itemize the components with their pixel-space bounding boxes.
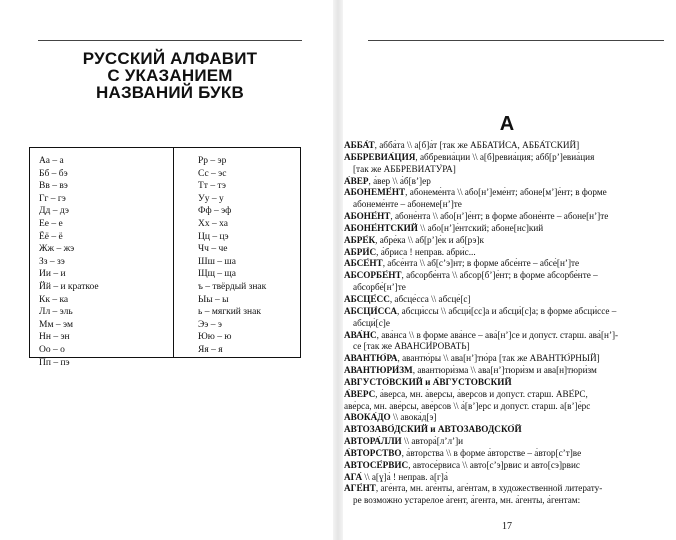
dictionary-entry bbox=[344, 199, 666, 211]
alphabet-row: Шш – ша bbox=[198, 256, 236, 267]
alphabet-row: Щщ – ща bbox=[198, 269, 236, 280]
alphabet-row: Вв – вэ bbox=[39, 181, 68, 192]
dictionary-entry bbox=[344, 341, 666, 353]
entry-headword: АБСОРБЕ́НТ bbox=[344, 270, 402, 281]
title-line: РУССКИЙ АЛФАВИТ bbox=[82, 49, 258, 68]
entry-text: абсци́[с]е bbox=[353, 317, 390, 328]
entry-text: абсорбе́[н’]те bbox=[353, 282, 406, 293]
alphabet-row: Рр – эр bbox=[198, 156, 227, 166]
dictionary-entry bbox=[344, 330, 666, 342]
alphabet-table bbox=[29, 147, 301, 368]
entry-headword: АББРЕВИА́ЦИЯ bbox=[344, 151, 416, 162]
alphabet-row: Ёё – ё bbox=[39, 231, 63, 242]
entry-text: , а́верса, мн. а́версы, а́версов и допуст. старш. АВЕ́РС, bbox=[375, 388, 588, 399]
alphabet-row: Цц – цэ bbox=[198, 231, 229, 242]
dictionary-entry bbox=[344, 247, 666, 259]
entry-headword: АВТОСЕ́РВИС bbox=[344, 459, 409, 470]
dictionary-entry bbox=[344, 211, 666, 223]
title-line: С УКАЗАНИЕМ bbox=[107, 66, 233, 85]
title-line: НАЗВАНИЙ БУКВ bbox=[96, 83, 244, 102]
top-rule bbox=[38, 40, 302, 41]
entry-text: \\ автора́[л’л’]и bbox=[401, 436, 464, 447]
dictionary-entry bbox=[344, 164, 666, 176]
dictionary-entry bbox=[344, 223, 666, 235]
alphabet-row: Бб – бэ bbox=[39, 168, 68, 179]
alphabet-column-right bbox=[198, 155, 266, 357]
entry-headword: АВТОЗАВО́ДСКИЙ и АВТОЗАВОДСКО́Й bbox=[344, 424, 522, 435]
entry-text: абонеме́нте – абонеме[н’]те bbox=[353, 199, 462, 210]
dictionary-entry bbox=[344, 318, 666, 330]
entry-text: \\ а[ɣ]а́ ! неправ. а[г]а́ bbox=[362, 471, 448, 482]
alphabet-row: Яя – я bbox=[198, 344, 223, 355]
entry-text: , абсце́сса \\ абсце́[с] bbox=[389, 293, 471, 304]
page-number: 17 bbox=[502, 521, 512, 532]
entry-text: , ава́нса \\ в форме ава́нсе – ава́[н’]се и допуст. старш. ава́[н’]- bbox=[376, 329, 619, 340]
alphabet-row: Ии – и bbox=[39, 269, 66, 280]
entry-headword: А́ВЕРС bbox=[344, 388, 376, 399]
alphabet-row: Уу – у bbox=[198, 193, 224, 204]
alphabet-row: Ее – е bbox=[39, 218, 63, 229]
alphabet-row: Зз – зэ bbox=[39, 256, 65, 267]
right-page bbox=[338, 0, 676, 540]
alphabet-row: Йй – и краткое bbox=[39, 281, 99, 292]
entry-text: , аббревиа́ции \\ а[б]ревиа́ция; абб[р’]евиа́ция bbox=[415, 151, 595, 162]
entry-text: , а́бриса ! неправ. абри́с... bbox=[376, 246, 476, 257]
section-letter: А bbox=[499, 113, 515, 135]
alphabet-row: Ээ – э bbox=[198, 319, 222, 330]
dictionary-entries bbox=[344, 140, 666, 507]
entry-headword: АВТОРА́ЛЛИ bbox=[344, 436, 402, 447]
dictionary-entry bbox=[344, 424, 666, 436]
alphabet-column-left bbox=[39, 155, 99, 369]
alphabet-row: Лл – эль bbox=[39, 307, 73, 318]
entry-text: , абсорбе́нта \\ абсор[б’]е́нт; в форме абсорбе́нте – bbox=[401, 270, 598, 281]
dictionary-entry bbox=[344, 176, 666, 188]
entry-headword: А́ВЕР bbox=[344, 175, 369, 186]
dictionary-entry bbox=[344, 258, 666, 270]
entry-headword: АБСЦИ́ССА bbox=[344, 305, 398, 316]
alphabet-row: Хх – ха bbox=[198, 218, 228, 229]
dictionary-entry bbox=[344, 152, 666, 164]
entry-text: , абоне́нта \\ або[н’]е́нт; в форме абоне́нте – абоне[н’]те bbox=[390, 211, 609, 222]
dictionary-entry bbox=[344, 495, 666, 507]
entry-headword: АВГУСТО́ВСКИЙ и А́ВГУСТОВСКИЙ bbox=[344, 376, 512, 387]
entry-text: \\ авока́д[э] bbox=[390, 412, 437, 423]
entry-headword: АВОКА́ДО bbox=[344, 412, 391, 423]
alphabet-row: Сс – эс bbox=[198, 168, 227, 179]
entry-text: , абонеме́нта \\ або[н’]еме́нт; абоне[м’]е́нт; в форме bbox=[405, 187, 607, 198]
entry-headword: АБОНЕ́НТСКИЙ bbox=[344, 222, 418, 233]
entry-text: , абре́ка \\ аб[р’]е́к и аб[рэ]к bbox=[375, 234, 484, 245]
dictionary-entry bbox=[344, 389, 666, 401]
alphabet-row: Гг – гэ bbox=[39, 193, 66, 204]
entry-text: , авантюри́зма \\ ава[н’]тюри́зм и ава[н]тюри́зм bbox=[412, 365, 597, 376]
alphabet-row: Оо – о bbox=[39, 344, 65, 355]
dictionary-entry bbox=[344, 460, 666, 472]
entry-headword: А́ВТОРСТВО bbox=[344, 447, 402, 458]
entry-text: , аге́нта, мн. аге́нты, аге́нтам, в художественной литерату- bbox=[375, 483, 603, 494]
entry-headword: АГЕ́НТ bbox=[344, 483, 376, 494]
dictionary-entry bbox=[344, 377, 666, 389]
entry-headword: АБОНЕМЕ́НТ bbox=[344, 187, 406, 198]
alphabet-row: Юю – ю bbox=[198, 332, 232, 343]
entry-text: , абсци́ссы \\ абсци́[сс]а и абсци́[с]а; в форме абсци́ссе – bbox=[397, 305, 617, 316]
top-rule bbox=[368, 40, 664, 41]
dictionary-entry bbox=[344, 483, 666, 495]
entry-headword: АВАНТЮ́РА bbox=[344, 353, 398, 364]
dictionary-entry bbox=[344, 412, 666, 424]
alphabet-row: Чч – че bbox=[198, 244, 228, 255]
entry-text: , абсе́нта \\ аб[с’э]нт; в форме абсе́нте – абсе́[н’]те bbox=[382, 258, 580, 269]
dictionary-entry bbox=[344, 365, 666, 377]
entry-text: [так же АББРЕВИАТУ́РА] bbox=[353, 163, 456, 174]
dictionary-entry bbox=[344, 306, 666, 318]
entry-text: ре возможно устарелое а́гент, а́гента, мн. а́генты, а́гентам: bbox=[353, 495, 581, 506]
alphabet-row: Дд – дэ bbox=[39, 206, 69, 217]
alphabet-row: Жж – жэ bbox=[39, 244, 75, 255]
alphabet-row: ъ – твёрдый знак bbox=[198, 281, 267, 292]
alphabet-row: Ыы – ы bbox=[198, 294, 229, 305]
dictionary-entry bbox=[344, 282, 666, 294]
entry-text: аве́рса, мн. аве́рсы, аве́рсов \\ а́[в’]ерс и допуст. старш. а[в’]е́рс bbox=[344, 400, 591, 411]
entry-headword: АВАНТЮРИ́ЗМ bbox=[344, 365, 413, 376]
alphabet-row: ь – мягкий знак bbox=[198, 307, 261, 318]
entry-headword: АБРИ́С bbox=[344, 246, 377, 257]
entry-text: , а́вторства \\ в форме а́вторстве – а́втор[с’т]ве bbox=[401, 447, 582, 458]
alphabet-row: Кк – ка bbox=[39, 294, 69, 305]
dictionary-entry bbox=[344, 294, 666, 306]
entry-headword: АБСЦЕ́СС bbox=[344, 293, 390, 304]
alphabet-row: Аа – а bbox=[39, 156, 64, 166]
alphabet-row: Фф – эф bbox=[198, 206, 232, 217]
entry-headword: АБРЕ́К bbox=[344, 234, 376, 245]
entry-headword: АВА́НС bbox=[344, 329, 377, 340]
dictionary-entry bbox=[344, 353, 666, 365]
entry-text: се [так же АВАНСИ́РОВАТЬ] bbox=[353, 341, 470, 352]
dictionary-entry bbox=[344, 472, 666, 484]
dictionary-entry bbox=[344, 401, 666, 413]
entry-text: , а́вер \\ а́б[в’]ер bbox=[368, 175, 431, 186]
entry-headword: АГА́ bbox=[344, 471, 363, 482]
entry-text: , автосе́рвиса \\ авто[с’э]рвис и авто[сэ]рвис bbox=[408, 459, 580, 470]
entry-text: , авантю́ры \\ ава[н’]тю́ра [так же АВАНТЮ́РНЫЙ] bbox=[397, 353, 600, 364]
dictionary-entry bbox=[344, 235, 666, 247]
dictionary-entry bbox=[344, 270, 666, 282]
alphabet-row: Пп – пэ bbox=[39, 357, 70, 368]
alphabet-row: Тт – тэ bbox=[198, 181, 226, 192]
page-title bbox=[38, 50, 302, 101]
alphabet-row: Мм – эм bbox=[39, 319, 73, 330]
entry-text: \\ або[н’]е́нтский; абоне[нс]кий bbox=[417, 222, 544, 233]
dictionary-entry bbox=[344, 140, 666, 152]
entry-headword: АБОНЕ́НТ bbox=[344, 211, 391, 222]
dictionary-entry bbox=[344, 436, 666, 448]
table-divider bbox=[173, 148, 174, 357]
entry-text: , абба́та \\ а[б]а́т [так же АББАТИ́СА, АББА́ТСКИЙ] bbox=[374, 140, 580, 150]
dictionary-entry bbox=[344, 448, 666, 460]
dictionary-entry bbox=[344, 187, 666, 199]
entry-headword: АББА́Т bbox=[344, 140, 375, 150]
entry-headword: АБСЕ́НТ bbox=[344, 258, 383, 269]
alphabet-row: Нн – эн bbox=[39, 332, 70, 343]
